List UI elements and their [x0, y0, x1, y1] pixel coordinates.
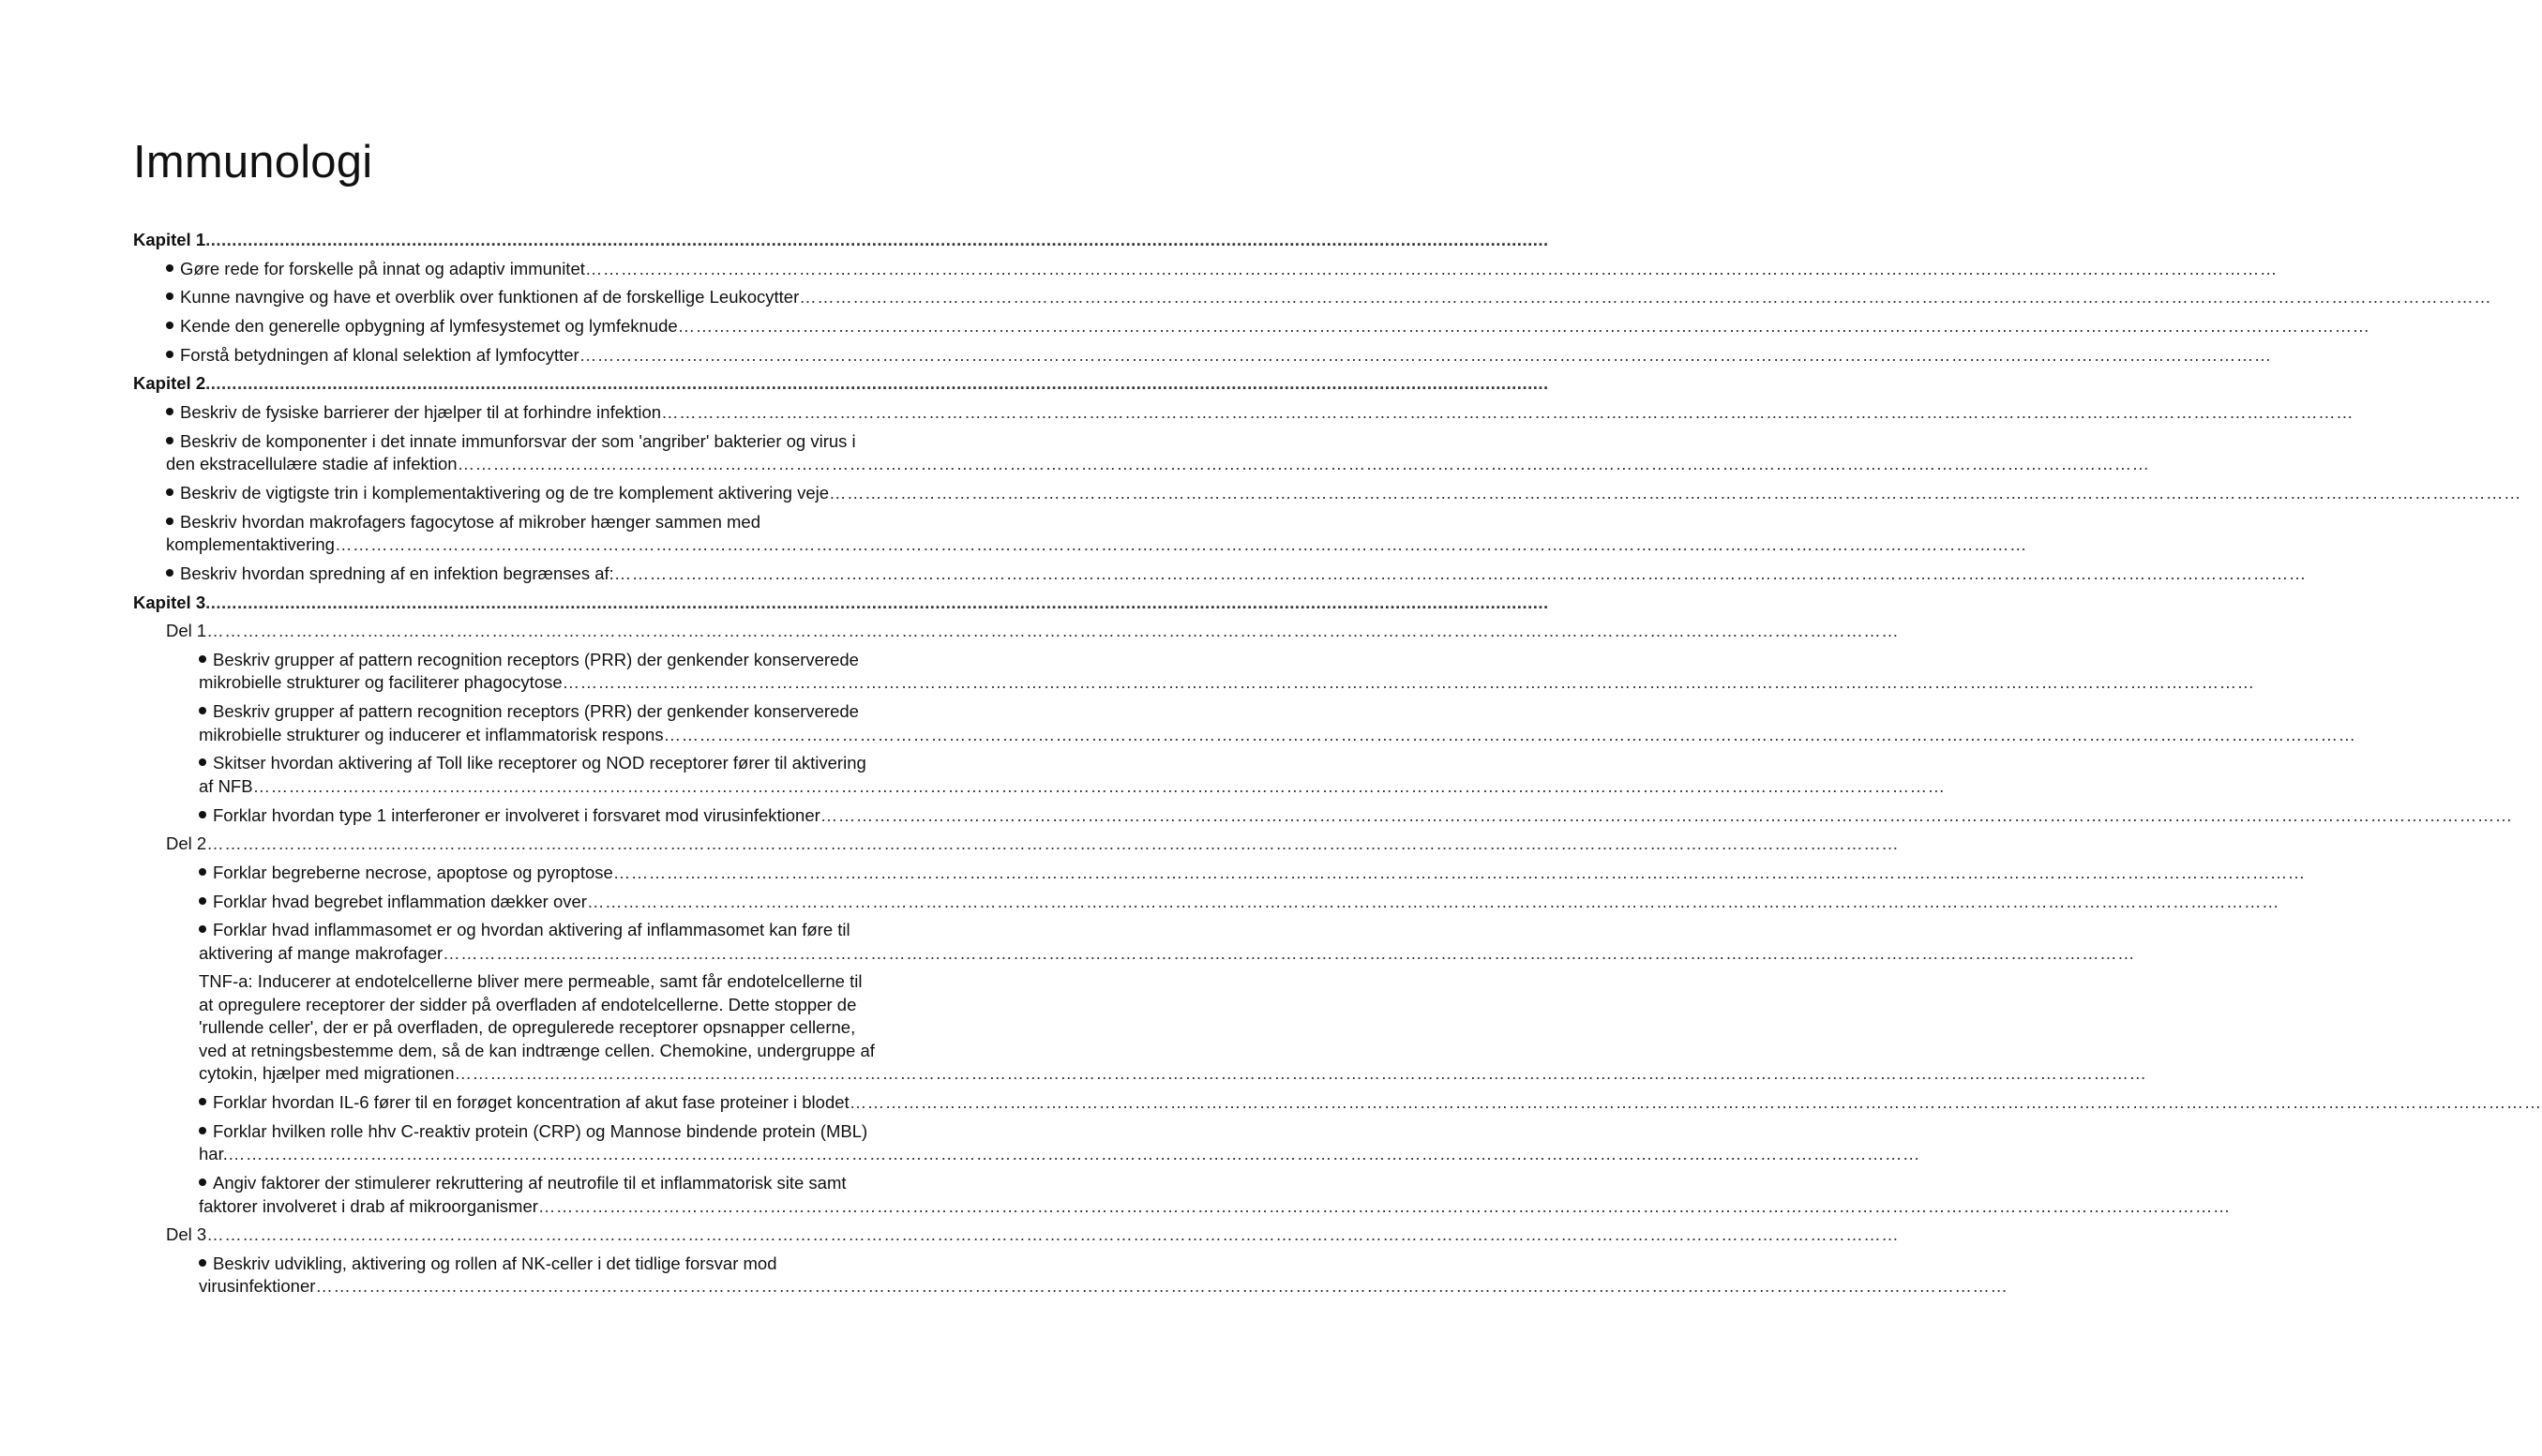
dot-leader: ……………………………………………………………………………………………………………………………………………………………………………………………………………………………………………………………	[206, 1224, 1900, 1245]
toc-bullet-entry[interactable]	[133, 1172, 2231, 1218]
bullet-icon	[199, 897, 206, 905]
bullet-icon	[199, 1178, 206, 1186]
dot-leader: ……………………………………………………………………………………………………………………………………………………………………………………………………………………………………………………………	[206, 833, 1900, 854]
bullet-icon	[199, 707, 206, 714]
toc-bullet-entry[interactable]	[133, 804, 2513, 828]
entry-text: Beskriv de vigtigste trin i komplementaktivering og de tre komplement aktivering veje	[180, 483, 830, 503]
entry-text: komplementaktivering	[166, 534, 335, 555]
entry-text: Kende den generelle opbygning af lymfesystemet og lymfeknude	[180, 316, 678, 337]
toc-bullet-entry[interactable]	[133, 511, 2027, 557]
bullet-icon	[166, 264, 173, 272]
entry-text: at opregulere receptorer der sidder på overfladen af endotelcellerne. Dette stopper de	[199, 994, 857, 1014]
entry-text: mikrobielle strukturer og inducerer et inflammatorisk respons	[199, 724, 664, 744]
toc-bullet-entry[interactable]	[133, 752, 1946, 798]
toc-bullet-entry[interactable]	[133, 891, 2279, 914]
chapter-title: Kapitel 3	[133, 592, 206, 612]
bullet-icon	[166, 293, 173, 300]
entry-text: Angiv faktorer der stimulerer rekruttering af neutrofile til et inflammatorisk site samt	[213, 1173, 847, 1193]
toc-bullet-entry[interactable]	[133, 700, 2356, 746]
entry-text: Beskriv de komponenter i det innate immunforsvar der som 'angriber' bakterier og virus i	[180, 430, 856, 451]
entry-text: har.	[199, 1144, 228, 1164]
table-of-contents	[133, 229, 2542, 1298]
entry-text: mikrobielle strukturer og faciliterer phagocytose	[199, 672, 563, 693]
entry-text: Forklar hvordan type 1 interferoner er involveret i forsvaret mod virusinfektioner	[213, 804, 820, 825]
chapter-title: Kapitel 2	[133, 373, 206, 394]
entry-text: faktorer involveret i drab af mikroorganismer	[199, 1195, 538, 1216]
dot-leader: ……………………………………………………………………………………………………………………………………………………………………………………………………………………………………………………………	[457, 454, 2150, 474]
toc-chapter-entry[interactable]	[133, 592, 1549, 615]
dot-leader: ……………………………………………………………………………………………………………………………………………………………………………………………………………………………………………………………	[206, 621, 1900, 641]
toc-bullet-entry[interactable]	[133, 482, 2522, 505]
toc-chapter-entry[interactable]	[133, 372, 1549, 396]
dot-leader: ……………………………………………………………………………………………………………………………………………………………………………………………………………………………………………………………	[849, 1092, 2542, 1113]
toc-bullet-entry[interactable]	[133, 563, 2307, 586]
toc-bullet-entry[interactable]	[133, 430, 2150, 476]
section-title: Del 2	[166, 833, 207, 854]
dot-leader: ……………………………………………………………………………………………………………………………………………………………………………………………………………………………………………………………	[677, 316, 2370, 337]
dot-leader: ……………………………………………………………………………………………………………………………………………………………………………………………………………………………………………………………	[315, 1276, 2008, 1297]
entry-text: Forklar hvad inflammasomet er og hvordan aktivering af inflammasomet kan føre til	[213, 920, 850, 940]
entry-text: Forklar begreberne necrose, apoptose og pyroptose	[213, 862, 613, 882]
bullet-icon	[199, 655, 206, 663]
bullet-icon	[166, 408, 173, 415]
bullet-icon	[166, 322, 173, 329]
toc-bullet-entry[interactable]	[133, 862, 2306, 885]
entry-text: virusinfektioner	[199, 1276, 316, 1297]
toc-section-entry[interactable]	[133, 833, 1900, 856]
bullet-icon	[199, 1259, 206, 1267]
dot-leader: ……………………………………………………………………………………………………………………………………………………………………………………………………………………………………………………………	[579, 344, 2272, 365]
dot-leader: ……………………………………………………………………………………………………………………………………………………………………………………………………………………………………………………………	[829, 483, 2522, 503]
toc-bullet-entry[interactable]	[133, 344, 2272, 368]
bullet-icon	[199, 1098, 206, 1105]
bullet-icon	[199, 1127, 206, 1134]
dot-leader: ..............................................................................................................................................................................................................................................................	[205, 373, 1549, 394]
entry-text: Gøre rede for forskelle på innat og adaptiv immunitet	[180, 258, 585, 278]
document-title: Immunologi	[133, 137, 373, 188]
dot-leader: ……………………………………………………………………………………………………………………………………………………………………………………………………………………………………………………………	[613, 563, 2307, 583]
entry-text: ved at retningsbestemme dem, så de kan indtrænge cellen. Chemokine, undergruppe af	[199, 1040, 875, 1060]
toc-text-entry[interactable]	[133, 970, 2147, 1086]
bullet-icon	[166, 569, 173, 577]
dot-leader: ……………………………………………………………………………………………………………………………………………………………………………………………………………………………………………………………	[227, 1144, 1920, 1164]
dot-leader: ……………………………………………………………………………………………………………………………………………………………………………………………………………………………………………………………	[661, 402, 2354, 423]
toc-bullet-entry[interactable]	[133, 286, 2492, 309]
toc-bullet-entry[interactable]	[133, 1253, 2008, 1298]
entry-text: cytokin, hjælper med migrationen	[199, 1063, 455, 1084]
entry-text: af NFB	[199, 775, 253, 796]
bullet-icon	[166, 518, 173, 525]
entry-text: Skitser hvordan aktivering af Toll like receptorer og NOD receptorer fører til aktivering	[213, 753, 866, 773]
dot-leader: ……………………………………………………………………………………………………………………………………………………………………………………………………………………………………………………………	[334, 534, 2027, 555]
entry-text: aktivering af mange makrofager	[199, 942, 444, 963]
toc-bullet-entry[interactable]	[133, 919, 2136, 965]
chapter-title: Kapitel 1	[133, 230, 206, 249]
entry-text: Beskriv hvordan makrofagers fagocytose af mikrober hænger sammen med	[180, 511, 760, 532]
entry-text: Beskriv de fysiske barrierer der hjælper til at forhindre infektion	[180, 402, 662, 423]
dot-leader: ……………………………………………………………………………………………………………………………………………………………………………………………………………………………………………………………	[612, 862, 2306, 882]
entry-text: 'rullende celler', der er på overfladen, de opregulerede receptorer opsnapper cellerne,	[199, 1017, 856, 1038]
dot-leader: ……………………………………………………………………………………………………………………………………………………………………………………………………………………………………………………………	[586, 891, 2279, 911]
dot-leader: ..............................................................................................................................................................................................................................................................	[205, 592, 1549, 612]
entry-text: Beskriv udvikling, aktivering og rollen af NK-celler i det tidlige forsvar mod	[213, 1253, 777, 1273]
bullet-icon	[199, 758, 206, 766]
toc-bullet-entry[interactable]	[133, 649, 2255, 695]
dot-leader: ……………………………………………………………………………………………………………………………………………………………………………………………………………………………………………………………	[663, 724, 2356, 744]
entry-text: den ekstracellulære stadie af infektion	[166, 454, 458, 474]
toc-bullet-entry[interactable]	[133, 401, 2354, 425]
entry-text: Forstå betydningen af klonal selektion af lymfocytter	[180, 344, 579, 365]
dot-leader: ……………………………………………………………………………………………………………………………………………………………………………………………………………………………………………………………	[584, 258, 2278, 278]
document-page	[133, 131, 2542, 1304]
dot-leader: ……………………………………………………………………………………………………………………………………………………………………………………………………………………………………………………………	[454, 1063, 2147, 1084]
toc-section-entry[interactable]	[133, 620, 1900, 643]
bullet-icon	[199, 811, 206, 818]
dot-leader: ……………………………………………………………………………………………………………………………………………………………………………………………………………………………………………………………	[443, 942, 2136, 963]
dot-leader: ……………………………………………………………………………………………………………………………………………………………………………………………………………………………………………………………	[820, 804, 2513, 825]
section-title: Del 3	[166, 1224, 207, 1245]
bullet-icon	[166, 437, 173, 444]
entry-text: Beskriv grupper af pattern recognition receptors (PRR) der genkender konserverede	[213, 649, 859, 669]
dot-leader: ..............................................................................................................................................................................................................................................................	[205, 230, 1549, 249]
entry-text: Beskriv hvordan spredning af en infektion begrænses af:	[180, 563, 614, 583]
toc-bullet-entry[interactable]	[133, 258, 2278, 281]
toc-section-entry[interactable]	[133, 1223, 1900, 1247]
entry-text: Forklar hvordan IL-6 fører til en forøget koncentration af akut fase proteiner i blodet	[213, 1092, 850, 1113]
bullet-icon	[166, 351, 173, 358]
dot-leader: ……………………………………………………………………………………………………………………………………………………………………………………………………………………………………………………………	[537, 1195, 2231, 1216]
entry-text: Beskriv grupper af pattern recognition receptors (PRR) der genkender konserverede	[213, 701, 859, 722]
toc-bullet-entry[interactable]	[133, 315, 2370, 338]
bullet-icon	[199, 868, 206, 876]
dot-leader: ……………………………………………………………………………………………………………………………………………………………………………………………………………………………………………………………	[252, 775, 1946, 796]
section-title: Del 1	[166, 621, 207, 641]
entry-text: Kunne navngive og have et overblik over funktionen af de forskellige Leukocytter	[180, 287, 800, 308]
toc-bullet-entry[interactable]	[133, 1091, 2542, 1115]
entry-text: Forklar hvad begrebet inflammation dækker over	[213, 891, 587, 911]
bullet-icon	[199, 925, 206, 933]
entry-text: TNF-a: Inducerer at endotelcellerne bliver mere permeable, samt får endotelcellerne til	[199, 971, 863, 992]
bullet-icon	[166, 488, 173, 496]
entry-text: Forklar hvilken rolle hhv C-reaktiv protein (CRP) og Mannose bindende protein (MBL)	[213, 1120, 868, 1141]
toc-bullet-entry[interactable]	[133, 1120, 1920, 1166]
toc-chapter-entry[interactable]	[133, 229, 1549, 252]
dot-leader: ……………………………………………………………………………………………………………………………………………………………………………………………………………………………………………………………	[562, 672, 2255, 693]
dot-leader: ……………………………………………………………………………………………………………………………………………………………………………………………………………………………………………………………	[799, 287, 2492, 308]
